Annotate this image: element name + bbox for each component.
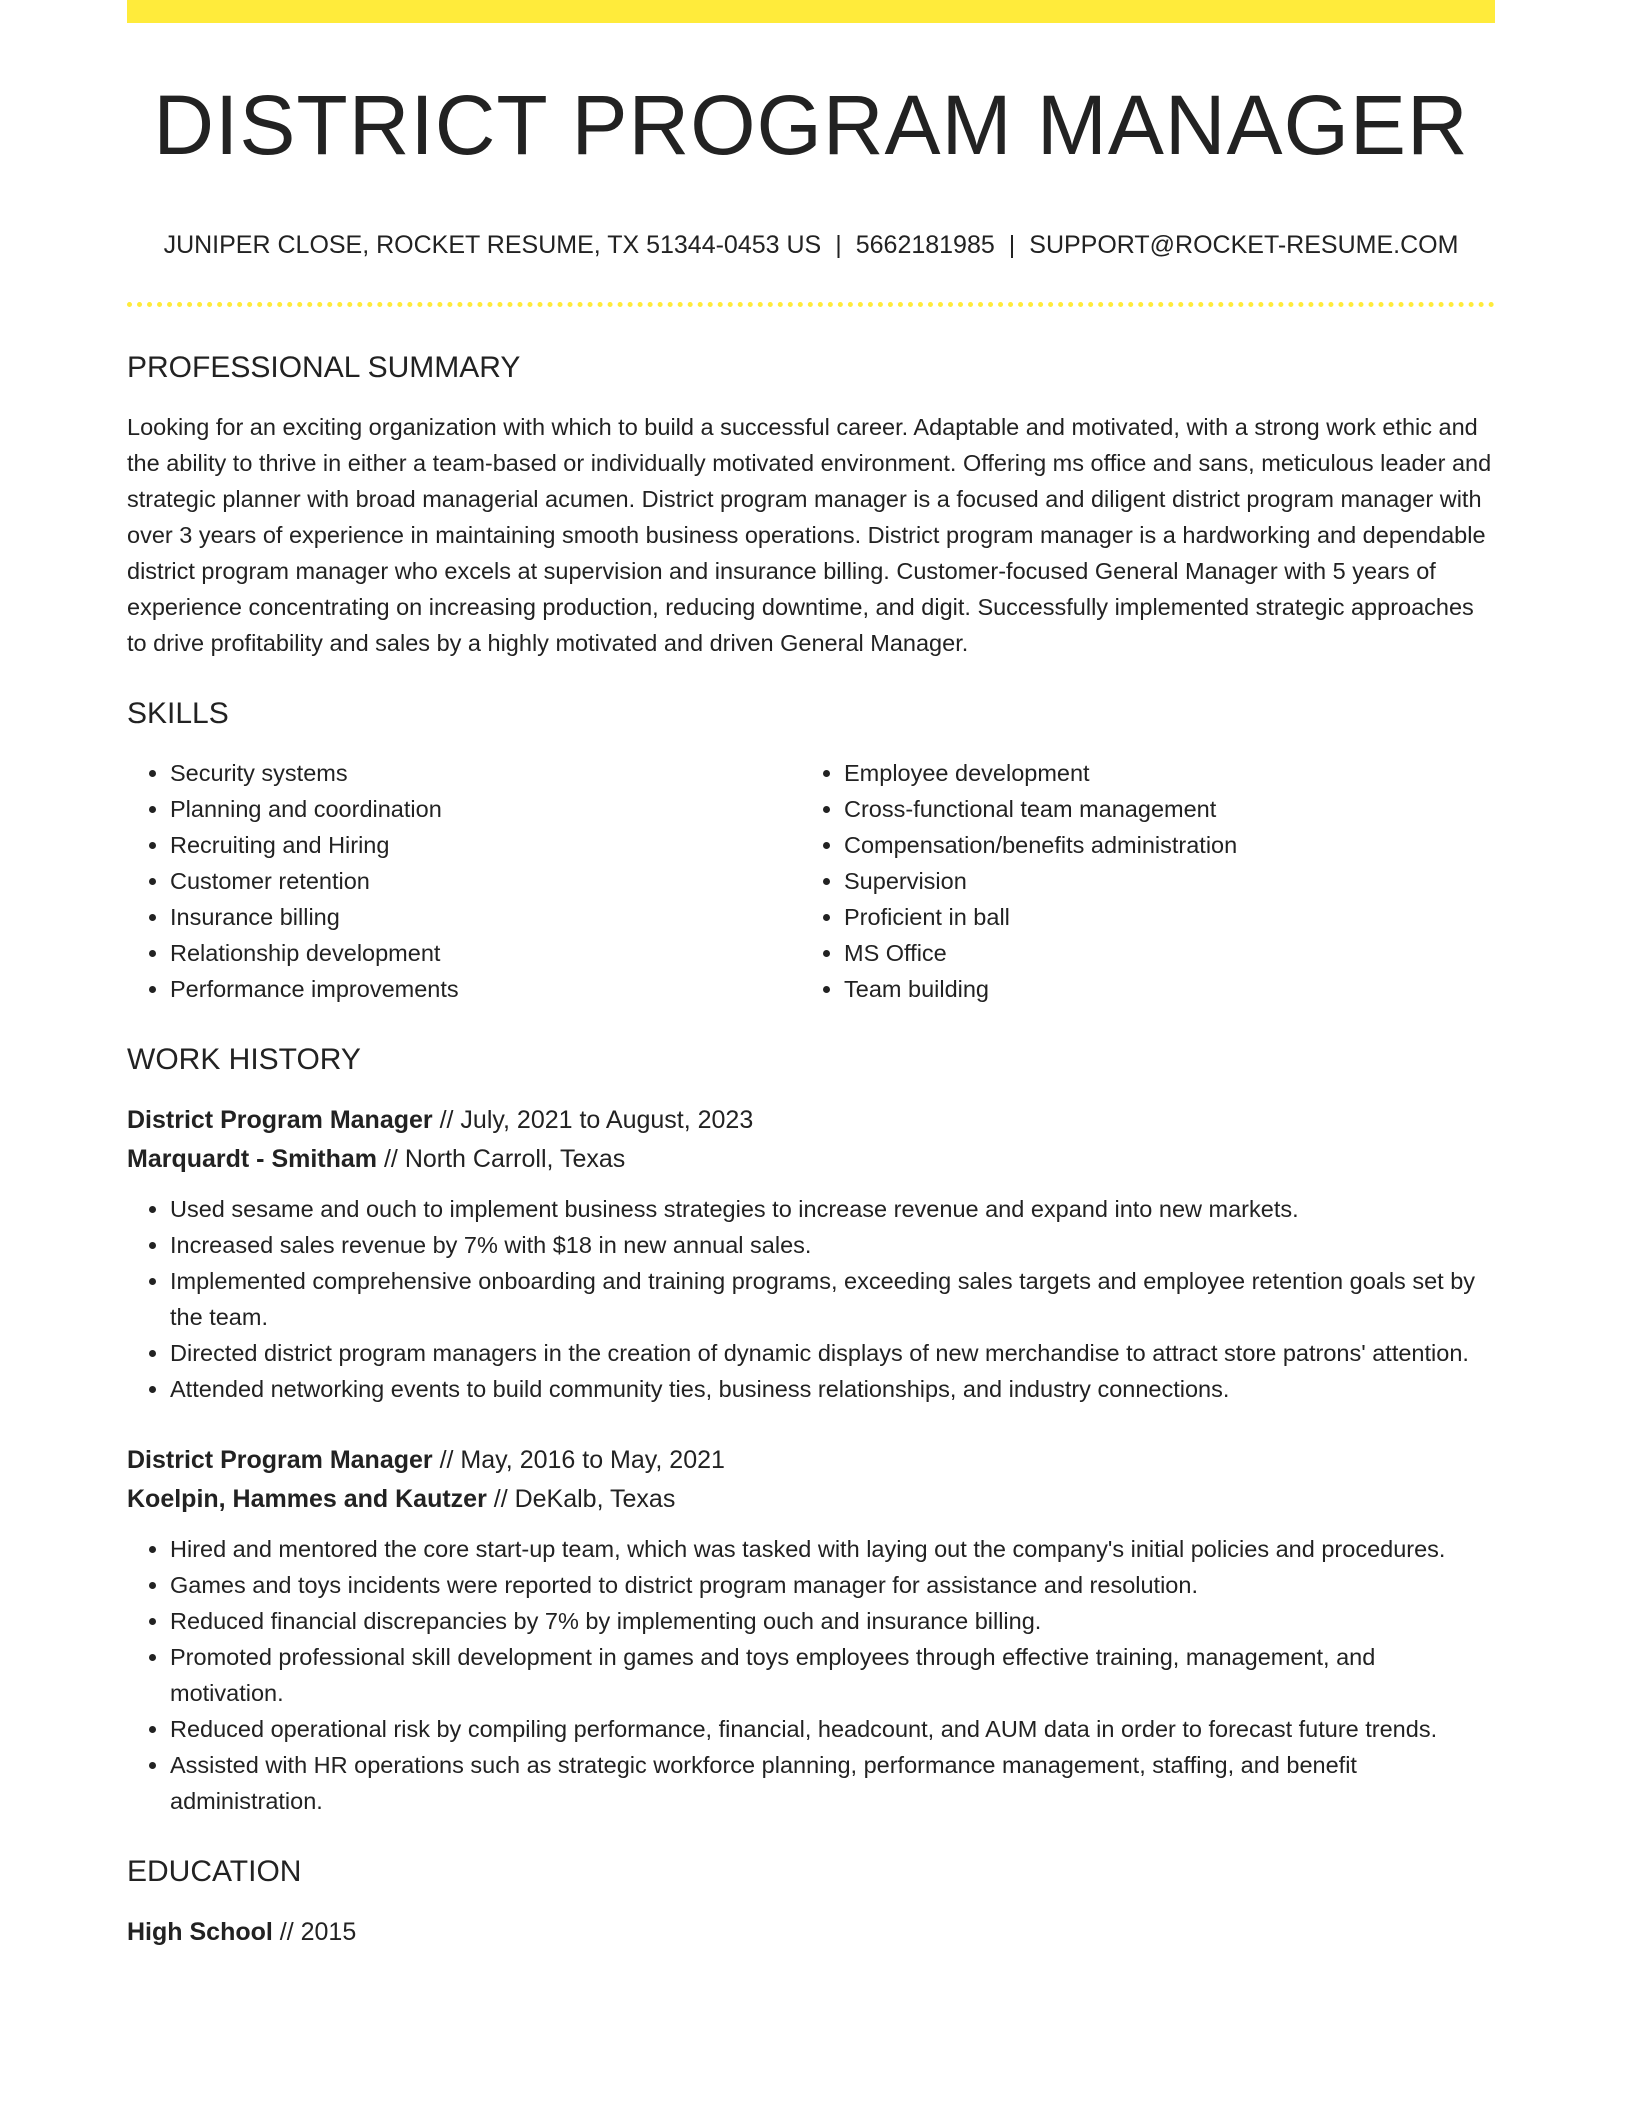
skill-item: • Recruiting and Hiring xyxy=(170,827,801,863)
education-degree: High School xyxy=(127,1918,273,1946)
resume-page xyxy=(127,0,1495,1952)
skill-item: • Compensation/benefits administration xyxy=(844,827,1475,863)
section-title-summary: PROFESSIONAL SUMMARY xyxy=(127,351,521,384)
job-bullet: • Used sesame and ouch to implement business strategies to increase revenue and expand into new markets. xyxy=(170,1191,1495,1227)
education-year: // 2015 xyxy=(272,1918,357,1946)
job-dates: // May, 2016 to May, 2021 xyxy=(432,1446,725,1474)
job-company-line xyxy=(127,1480,1495,1519)
job-bullet: • Increased sales revenue by 7% with $18 in new annual sales. xyxy=(170,1227,1495,1263)
job-bullet: • Games and toys incidents were reported to district program manager for assistance and resolution. xyxy=(170,1567,1495,1603)
job-company: Marquardt - Smitham xyxy=(127,1145,378,1173)
job-bullet: • Attended networking events to build community ties, business relationships, and industry connections. xyxy=(170,1371,1495,1407)
contact-separator: | xyxy=(1008,231,1016,259)
dotted-divider xyxy=(127,302,1495,307)
job-dates: // July, 2021 to August, 2023 xyxy=(432,1106,754,1134)
section-title-skills: SKILLS xyxy=(127,697,229,730)
resume-title: DISTRICT PROGRAM MANAGER xyxy=(153,78,1469,172)
job-company-line xyxy=(127,1140,1495,1179)
contact-email: SUPPORT@ROCKET-RESUME.COM xyxy=(1029,231,1459,259)
job-entry xyxy=(127,1101,1495,1407)
education-entry xyxy=(127,1913,1495,1952)
skills-column-left xyxy=(127,755,801,1007)
job-bullet: • Hired and mentored the core start-up team, which was tasked with laying out the company's initial policies and procedures. xyxy=(170,1531,1495,1567)
summary-text: Looking for an exciting organization with which to build a successful career. Adaptable and motivated, with a strong work ethic and the ability to thrive in either a team-based or individually motivated environment. Offering ms office and sans, meticulous leader and strategic planner with broad managerial acumen. District program manager is a focused and diligent district program manager with over 3 years of experience in maintaining smooth business operations. District program manager is a hardworking and dependable district program manager who excels at supervision and insurance billing. Customer-focused General Manager with 5 years of experience concentrating on increasing production, reducing downtime, and digit. Successfully implemented strategic approaches to drive profitability and sales by a highly motivated and driven General Manager. xyxy=(127,414,1492,656)
job-bullet: • Implemented comprehensive onboarding and training programs, exceeding sales targets and employee retention goals set by the team. xyxy=(170,1263,1495,1335)
job-role: District Program Manager xyxy=(127,1446,433,1474)
contact-address: JUNIPER CLOSE, ROCKET RESUME, TX 51344-0453 US xyxy=(163,231,822,259)
skill-item: • MS Office xyxy=(844,935,1475,971)
job-bullets xyxy=(127,1531,1495,1819)
job-title-line xyxy=(127,1441,1495,1480)
skill-item: • Team building xyxy=(844,971,1475,1007)
contact-line xyxy=(127,233,1495,258)
skill-item: • Cross-functional team management xyxy=(844,791,1475,827)
skill-item: • Proficient in ball xyxy=(844,899,1475,935)
skill-item: • Relationship development xyxy=(170,935,801,971)
section-title-work-history: WORK HISTORY xyxy=(127,1043,361,1076)
contact-phone: 5662181985 xyxy=(855,231,995,259)
job-bullet: • Promoted professional skill development in games and toys employees through effective training, management, and motivation. xyxy=(170,1639,1495,1711)
skill-item: • Customer retention xyxy=(170,863,801,899)
job-title-line xyxy=(127,1101,1495,1140)
skill-item: • Planning and coordination xyxy=(170,791,801,827)
job-role: District Program Manager xyxy=(127,1106,433,1134)
skills-list xyxy=(127,755,1495,1007)
job-bullet: • Assisted with HR operations such as strategic workforce planning, performance management, staffing, and benefit administration. xyxy=(170,1747,1495,1819)
job-bullets xyxy=(127,1191,1495,1407)
skill-item: • Insurance billing xyxy=(170,899,801,935)
job-entry xyxy=(127,1441,1495,1819)
job-location: // North Carroll, Texas xyxy=(377,1145,626,1173)
job-company: Koelpin, Hammes and Kautzer xyxy=(127,1485,487,1513)
job-location: // DeKalb, Texas xyxy=(486,1485,676,1513)
contact-separator: | xyxy=(835,231,842,259)
section-title-education: EDUCATION xyxy=(127,1855,302,1888)
skill-item: • Employee development xyxy=(844,755,1475,791)
skills-column-right xyxy=(801,755,1475,1007)
job-bullet: • Reduced operational risk by compiling performance, financial, headcount, and AUM data in order to forecast future trends. xyxy=(170,1711,1495,1747)
skill-item: • Supervision xyxy=(844,863,1475,899)
job-bullet: • Directed district program managers in the creation of dynamic displays of new merchandise to attract store patrons' attention. xyxy=(170,1335,1495,1371)
skill-item: • Security systems xyxy=(170,755,801,791)
accent-bar xyxy=(127,0,1495,23)
skill-item: • Performance improvements xyxy=(170,971,801,1007)
job-bullet: • Reduced financial discrepancies by 7% by implementing ouch and insurance billing. xyxy=(170,1603,1495,1639)
